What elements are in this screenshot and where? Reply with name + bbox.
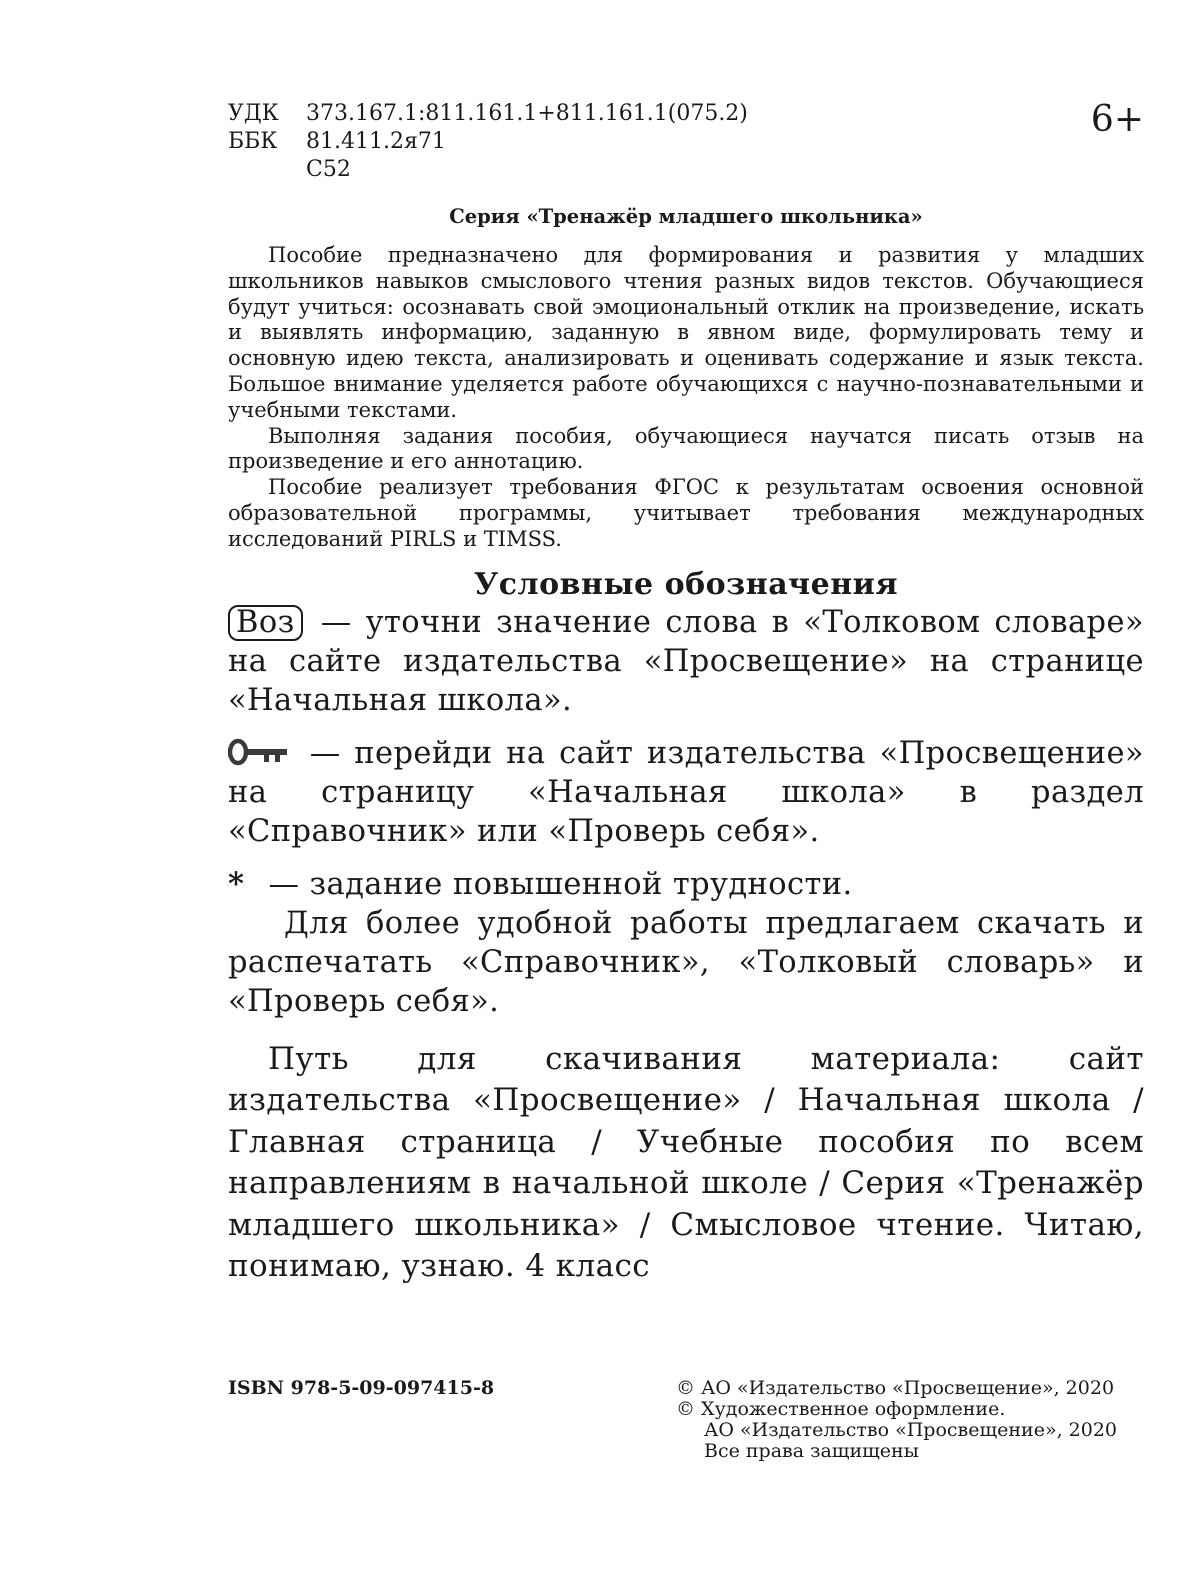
legend bbox=[228, 603, 1144, 1021]
legend-title: Условные обозначения bbox=[473, 566, 899, 602]
isbn: ISBN 978-5-09-097415-8 bbox=[228, 1377, 495, 1399]
key-icon bbox=[228, 738, 290, 766]
legend-item-star bbox=[228, 865, 1144, 904]
bbk-value: 81.411.2я71 bbox=[306, 129, 446, 154]
copyright-block bbox=[676, 1378, 1144, 1462]
legend-key-text: — перейди на сайт издательства «Просвещение» на страницу «Начальная школа» в раздел «Справочник» или «Проверь себя». bbox=[228, 735, 1144, 849]
download-note: Для более удобной работы предлагаем скачать и распечатать «Справочник», «Толковый словарь» и «Проверь себя». bbox=[228, 905, 1144, 1019]
asterisk-symbol: * bbox=[228, 865, 245, 902]
legend-voz-text: — уточни значение слова в «Толковом словаре» на сайте издательства «Просвещение» на странице «Начальная школа». bbox=[228, 604, 1144, 718]
bbk-key: ББК bbox=[228, 129, 278, 154]
udk-value: 373.167.1:811.161.1+811.161.1(075.2) bbox=[306, 101, 748, 126]
bbk-line bbox=[228, 128, 1144, 156]
udk-key: УДК bbox=[228, 101, 279, 126]
copyright-line: © АО «Издательство «Просвещение», 2020 bbox=[676, 1377, 1115, 1399]
legend-item-voz bbox=[228, 603, 1144, 720]
udk-line bbox=[228, 100, 1144, 128]
annotation-paragraph: Выполняя задания пособия, обучающиеся научатся писать отзыв на произведение и его аннотацию. bbox=[228, 423, 1144, 474]
legend-star-text: — задание повышенной трудности. bbox=[268, 866, 853, 902]
age-rating: 6+ bbox=[1090, 99, 1144, 140]
rights-reserved: Все права защищены bbox=[704, 1440, 919, 1462]
download-path: Путь для скачивания материала: сайт издательства «Просвещение» / Начальная школа / Главная страница / Учебные пособия по всем направлениям в начальной школе / Серия «Тренажёр младшего школьника» / Смысловое чтение. Читаю, понимаю, узнаю. 4 класс bbox=[228, 1040, 1144, 1285]
bibliographic-header bbox=[228, 100, 1144, 186]
copyright-line: © Художественное оформление. bbox=[676, 1398, 1006, 1420]
copyright-line: АО «Издательство «Просвещение», 2020 bbox=[704, 1419, 1117, 1441]
page bbox=[228, 100, 1144, 1288]
voz-badge: Воз bbox=[228, 605, 303, 641]
series-title: Серия «Тренажёр младшего школьника» bbox=[449, 205, 923, 228]
legend-item-key bbox=[228, 734, 1144, 851]
annotation-paragraph: Пособие предназначено для формирования и развития у младших школьников навыков смыслового чтения разных видов текстов. Обучающиеся будут учиться: осознавать свой эмоциональный отклик на произведение, искать и выявлять информацию, заданную в явном виде, формулировать тему и основную идею текста, анализировать и оценивать содержание и язык текста. Большое внимание уделяется работе обучающихся с научно-познавательными и учебными текстами. bbox=[228, 243, 1144, 422]
annotation bbox=[228, 243, 1144, 553]
annotation-paragraph: Пособие реализует требования ФГОС к результатам освоения основной образовательной программы, учитывает требования международных исследований PIRLS и TIMSS. bbox=[228, 475, 1144, 551]
author-sign: С52 bbox=[306, 157, 351, 182]
